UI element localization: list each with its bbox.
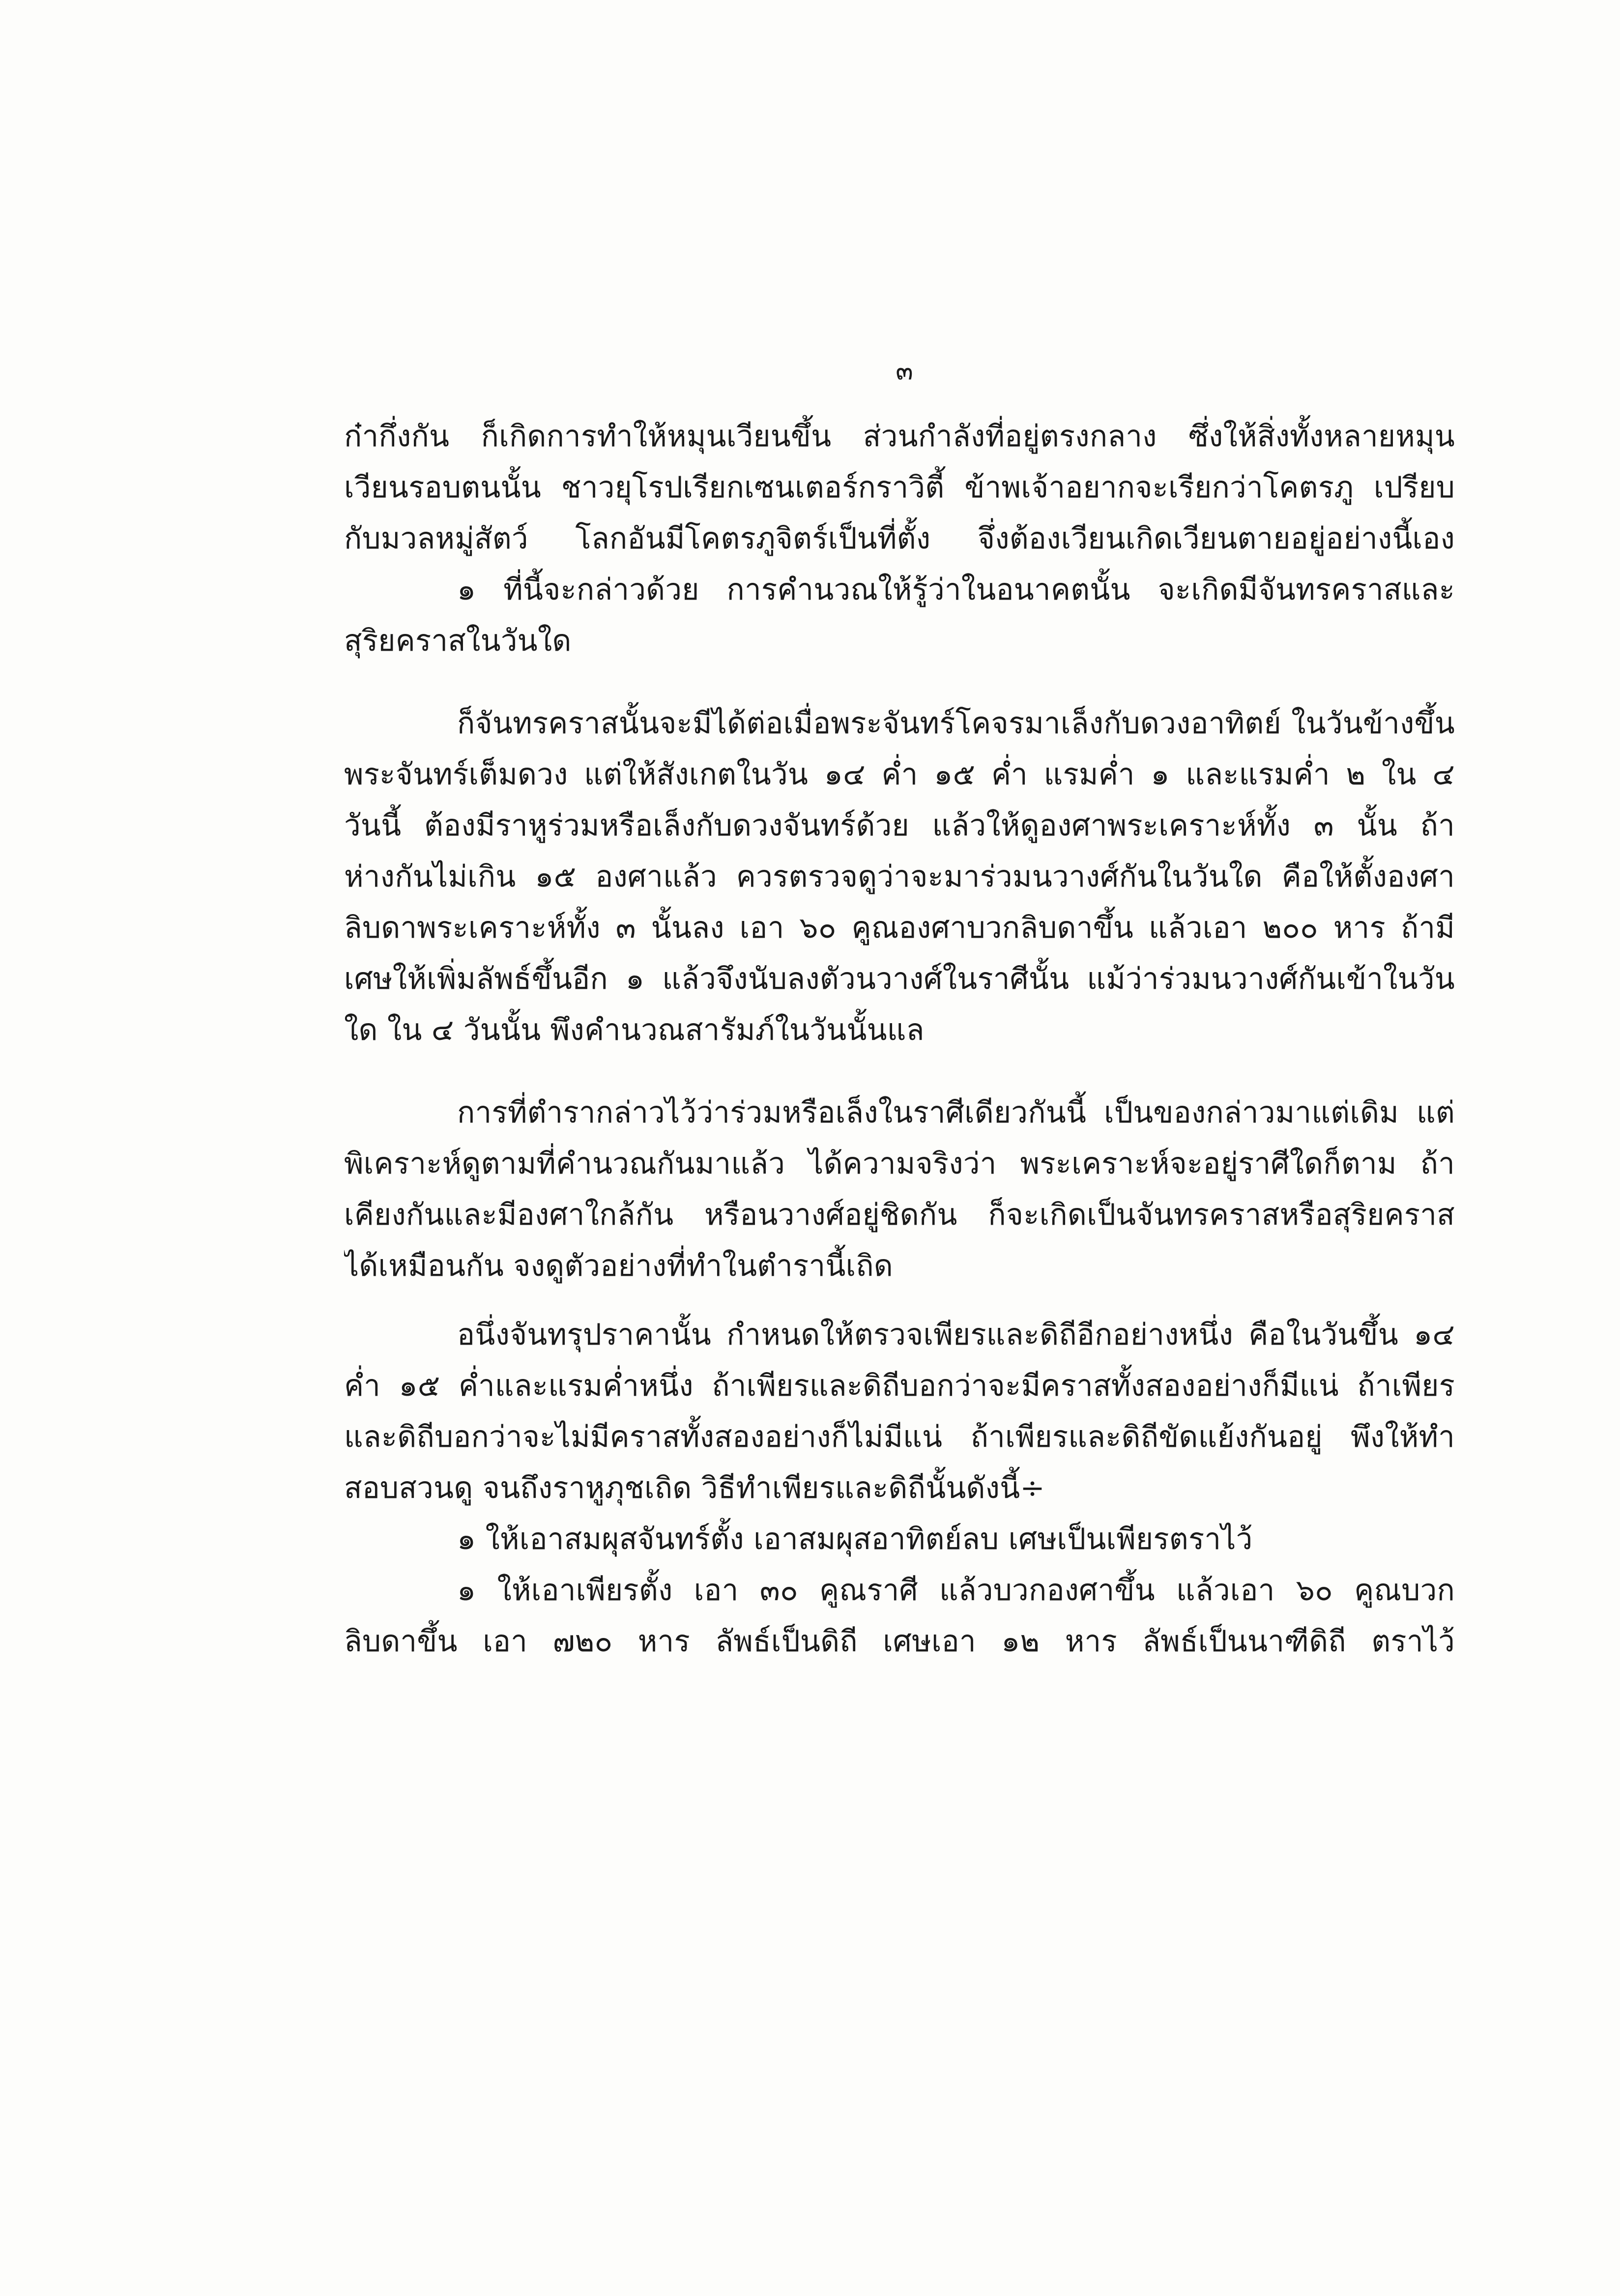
text-line: วันนี้ ต้องมีราหูร่วมหรือเล็งกับดวงจันทร์ด้วย แล้วให้ดูองศาพระเคราะห์ทั้ง ๓ นั้น ถ้า: [344, 808, 1455, 843]
text-line: ก็จันทรคราสนั้นจะมีได้ต่อเมื่อพระจันทร์โคจรมาเล็งกับดวงอาทิตย์ ในวันข้างขึ้น: [457, 706, 1455, 741]
text-line: การที่ตำรากล่าวไว้ว่าร่วมหรือเล็งในราศีเดียวกันนี้ เป็นของกล่าวมาแต่เดิม แต่: [457, 1095, 1455, 1130]
text-line: ลิบดาพระเคราะห์ทั้ง ๓ นั้นลง เอา ๖๐ คูณองศาบวกลิบดาขึ้น แล้วเอา ๒๐๐ หาร ถ้ามี: [344, 911, 1455, 945]
paragraph-gap: [344, 668, 1455, 700]
text-line: ใด ใน ๔ วันนั้น พึงคำนวณสารัมภ์ในวันนั้นแล: [344, 1013, 925, 1047]
text-line: ค่ำ ๑๕ ค่ำและแรมค่ำหนึ่ง ถ้าเพียรและดิถีบอกว่าจะมีคราสทั้งสองอย่างก็มีแน่ ถ้าเพียร: [344, 1369, 1455, 1403]
paragraph-gap: [344, 1293, 1455, 1311]
text-line: พระจันทร์เต็มดวง แต่ให้สังเกตในวัน ๑๔ ค่ำ ๑๕ ค่ำ แรมค่ำ ๑ และแรมค่ำ ๒ ใน ๔: [344, 757, 1455, 792]
text-line: ได้เหมือนกัน จงดูตัวอย่างที่ทำในตำรานี้เถิด: [344, 1249, 893, 1283]
text-line: ๑ ให้เอาเพียรตั้ง เอา ๓๐ คูณราศี แล้วบวกองศาขึ้น แล้วเอา ๖๐ คูณบวก: [457, 1573, 1455, 1607]
paragraph-3: [344, 700, 1455, 1058]
document-body: [344, 413, 1455, 1669]
page-number: ๓: [896, 356, 913, 386]
text-line: พิเคราะห์ดูตามที่คำนวณกันมาแล้ว ได้ความจริงว่า พระเคราะห์จะอยู่ราศีใดก็ตาม ถ้า: [344, 1147, 1455, 1181]
text-line: เคียงกันและมีองศาใกล้กัน หรือนวางศ์อยู่ชิดกัน ก็จะเกิดเป็นจันทรคราสหรือสุริยคราส: [344, 1198, 1455, 1232]
text-line: ห่างกันไม่เกิน ๑๕ องศาแล้ว ควรตรวจดูว่าจะมาร่วมนวางศ์กันในวันใด คือให้ตั้งองศา: [344, 860, 1455, 894]
paragraph-gap: [344, 1058, 1455, 1089]
paragraph-5: [344, 1311, 1455, 1516]
paragraph-4: [344, 1089, 1455, 1293]
text-line: และดิถีบอกว่าจะไม่มีคราสทั้งสองอย่างก็ไม่มีแน่ ถ้าเพียรและดิถีขัดแย้งกันอยู่ พึงให้ทำ: [344, 1420, 1455, 1454]
paragraph-6: [344, 1516, 1455, 1567]
text-line: เศษให้เพิ่มลัพธ์ขึ้นอีก ๑ แล้วจึงนับลงตัวนวางศ์ในราศีนั้น แม้ว่าร่วมนวางศ์กันเข้าในวัน: [344, 962, 1455, 996]
text-line: สอบสวนดู จนถึงราหูภุชเถิด วิธีทำเพียรและดิถีนั้นดังนี้÷: [344, 1471, 1045, 1505]
paragraph-2: [344, 566, 1455, 668]
text-line: ๑ ที่นี้จะกล่าวด้วย การคำนวณให้รู้ว่าในอนาคตนั้น จะเกิดมีจันทรคราสและ: [457, 573, 1455, 607]
text-line: ก๋ากึ่งกัน ก็เกิดการทำให้หมุนเวียนขึ้น ส่วนกำลังที่อยู่ตรงกลาง ซึ่งให้สิ่งทั้งหลายหมุน: [344, 419, 1455, 454]
text-line: เวียนรอบตนนั้น ชาวยุโรปเรียกเซนเตอร์กราวิตี้ ข้าพเจ้าอยากจะเรียกว่าโคตรภู เปรียบ: [344, 470, 1455, 505]
paragraph-1: [344, 413, 1455, 566]
text-line: ลิบดาขึ้น เอา ๗๒๐ หาร ลัพธ์เป็นดิถี เศษเอา ๑๒ หาร ลัพธ์เป็นนาฑีดิถี ตราไว้: [344, 1624, 1455, 1659]
text-line: สุริยคราสในวันใด: [344, 624, 572, 658]
text-line: อนึ่งจันทรุปราคานั้น กำหนดให้ตรวจเพียรและดิถีอีกอย่างหนึ่ง คือในวันขึ้น ๑๔: [457, 1318, 1455, 1352]
text-line: ๑ ให้เอาสมผุสจันทร์ตั้ง เอาสมผุสอาทิตย์ลบ เศษเป็นเพียรตราไว้: [457, 1522, 1253, 1556]
paragraph-7: [344, 1567, 1455, 1669]
text-line: กับมวลหมู่สัตว์ โลกอันมีโคตรภูจิตร์เป็นที่ตั้ง จึ่งต้องเวียนเกิดเวียนตายอยู่อย่างนี้เอง: [344, 521, 1455, 556]
